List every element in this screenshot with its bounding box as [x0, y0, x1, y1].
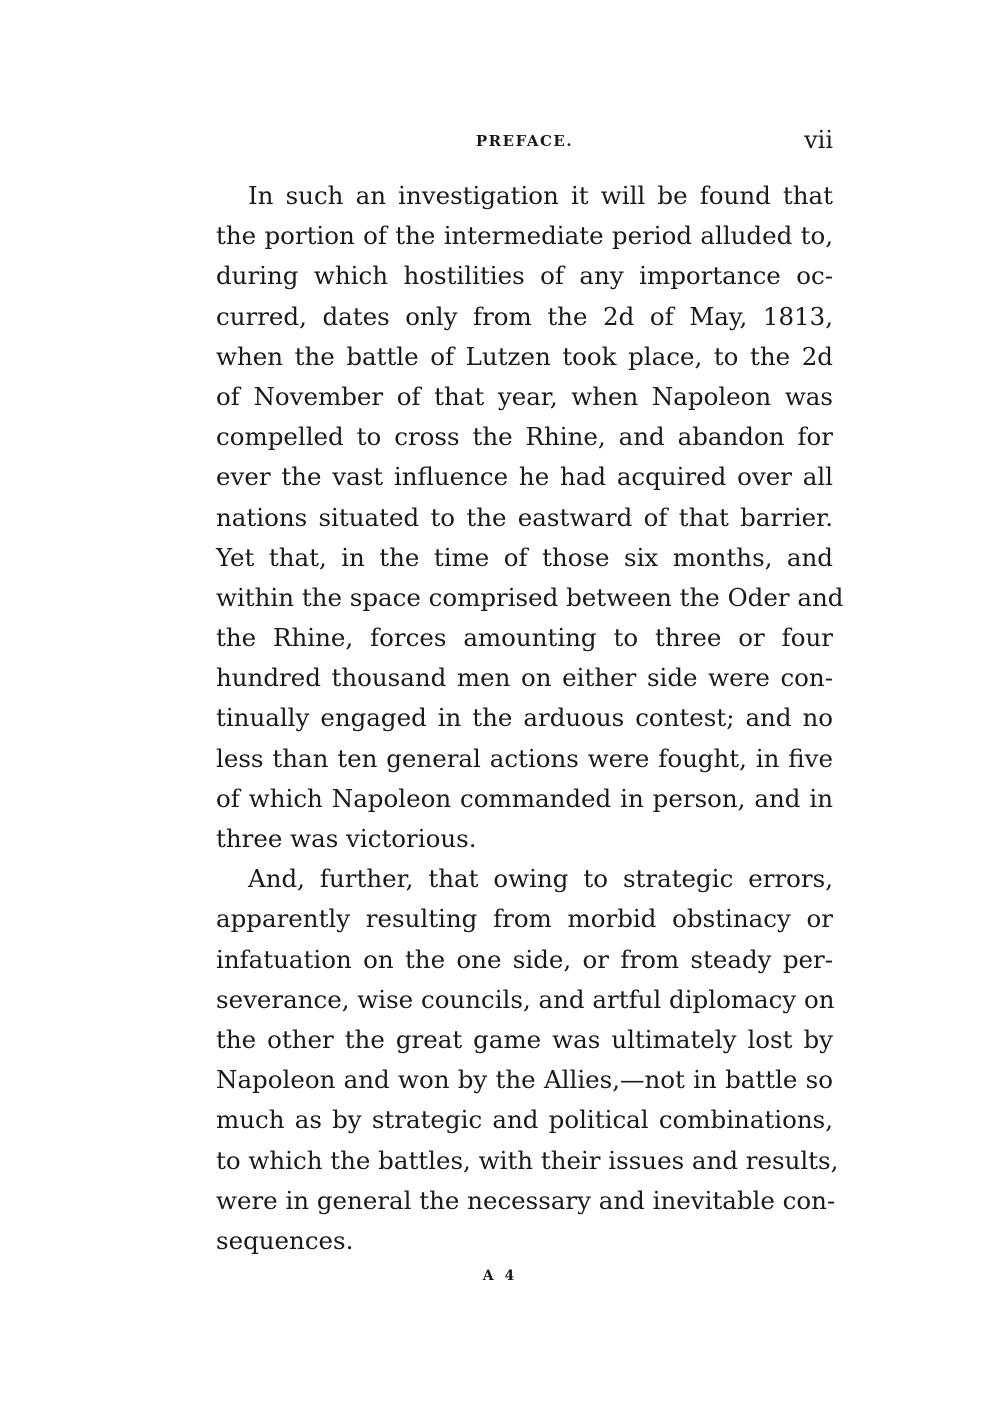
text-line: Yet that, in the time of those six months, and [216, 542, 833, 572]
paragraph [216, 859, 839, 1261]
text-line: In such an investigation it will be found that [248, 181, 833, 210]
running-title: PREFACE. [475, 132, 574, 150]
text-line: Napoleon and won by the Allies,—not in battle so [216, 1065, 833, 1095]
text-line: less than ten general actions were fought, in five [216, 743, 833, 773]
text-line: infatuation on the one side, or from steady per- [216, 944, 833, 974]
text-line: sequences. [216, 1225, 354, 1255]
text-line: to which the battles, with their issues and results, [216, 1145, 839, 1175]
text-line: much as by strategic and political combinations, [216, 1105, 833, 1135]
text-line: ever the vast influence he had acquired over all [216, 462, 833, 492]
text-line: were in general the necessary and inevitable con- [216, 1185, 836, 1215]
text-line: hundred thousand men on either side were con- [216, 663, 833, 693]
text-line: curred, dates only from the 2d of May, 1813, [216, 301, 833, 331]
text-line: apparently resulting from morbid obstinacy or [216, 904, 833, 934]
text-line: the other the great game was ultimately lost by [216, 1024, 833, 1054]
text-line: the portion of the intermediate period alluded to, [216, 221, 833, 251]
text-line: when the battle of Lutzen took place, to the 2d [216, 341, 833, 371]
text-line: tinually engaged in the arduous contest; and no [216, 703, 833, 733]
text-line: of which Napoleon commanded in person, and in [216, 783, 833, 813]
text-line: within the space comprised between the Oder and [216, 582, 844, 612]
text-line: during which hostilities of any importance oc- [216, 261, 833, 291]
text-line: And, further, that owing to strategic errors, [248, 864, 833, 894]
page-number: vii [804, 126, 833, 154]
text-line: severance, wise councils, and artful diplomacy on [216, 984, 835, 1014]
text-line: nations situated to the eastward of that barrier. [216, 502, 833, 532]
text-line: compelled to cross the Rhine, and abandon for [216, 422, 833, 452]
paragraph [216, 176, 844, 859]
text-line: the Rhine, forces amounting to three or four [216, 623, 833, 653]
text-line: three was victorious. [216, 824, 477, 853]
text-line: of November of that year, when Napoleon was [216, 381, 833, 411]
page-header [216, 128, 833, 158]
page-body [216, 176, 844, 1261]
signature-mark: A 4 [482, 1268, 518, 1284]
